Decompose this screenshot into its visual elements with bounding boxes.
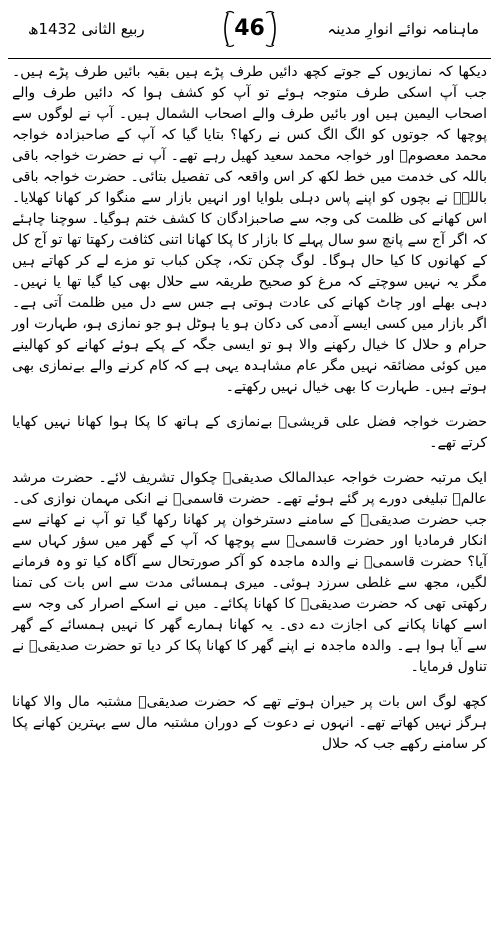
paragraph: حضرت خواجہ فضل علی قریشیؒ بےنمازی کے ہاتھ کا پکا ہوا کھانا نہیں کھایا کرتے تھے۔ (12, 414, 487, 451)
paragraph: کچھ لوگ اس بات پر حیران ہوتے تھے کہ حضرت صدیقیؒ مشتبہ مال والا کھانا ہرگز نہیں کھاتے تھے۔ انہوں نے دعوت کے دوران مشتبہ مال سے بہترین کھانے پکا کر سامنے رکھے جب کہ حلال (12, 694, 487, 752)
page-number-text: 46 (234, 16, 265, 41)
page-header (6, 6, 493, 58)
paragraph: ایک مرتبہ حضرت خواجہ عبدالمالک صدیقیؒ چکوال تشریف لائے۔ حضرت مرشد عالمؒ تبلیغی دورے پر گئے ہوئے تھے۔ حضرت قاسمیؒ نے انکی مہمان نوازی کی۔ جب حضرت صدیقیؒ کے سامنے دسترخوان پر کھانا رکھا گیا تو آپ نے کھانے سے انکار فرمادیا اور حضرت قاسمیؒ سے پوچھا کہ آپ کے گھر میں سؤر کہاں سے آیا؟ حضرت قاسمیؒ نے والدہ ماجدہ کو آکر صورتحال سے آگاہ کیا تو وہ فرمانے لگیں، مجھ سے غلطی سرزد ہوئی۔ میری ہمسائی مدت سے اس بات کی تمنا رکھتی تھی کہ حضرت صدیقیؒ کا کھانا پکائے۔ میں نے اسکے اصرار کی وجہ سے اسے کھانا پکانے کی اجازت دے دی۔ یہ کھانا ہمارے گھر کا نہیں ہمسائے کے گھر سے آیا ہوا ہے۔ والدہ ماجدہ نے اپنے گھر کا کھانا پکا کر دیا تو حضرت صدیقیؒ نے تناول فرمایا۔ (12, 470, 487, 675)
page-number-badge (220, 7, 280, 51)
magazine-title: ماہنامہ نوائے انوارِ مدینہ (327, 20, 479, 38)
issue-date: ربیع الثانی 1432ھ (28, 20, 145, 38)
paragraph: دیکھا کہ نمازیوں کے جوتے کچھ دائیں طرف پڑے ہیں بقیہ بائیں طرف پڑے ہیں۔ جب آپ اسکی طرف متوجہ ہوئے تو آپ کو کشف ہوا کہ دائیں طرف والے اصحاب الیمین ہیں اور بائیں طرف والے اصحاب الشمال ہیں۔ آپ نے لوگوں سے پوچھا کہ جوتوں کو الگ الگ کس نے رکھا؟ بتایا گیا کہ آپ کے صاحبزادہ خواجہ محمد معصومؒ اور خواجہ محمد سعید کھیل رہے تھے۔ آپ نے حضرت خواجہ باقی باللہ کی خدمت میں خط لکھ کر اس واقعہ کی تفصیل بتائی۔ حضرت خواجہ باقی باللہؒ نے بچوں کو اپنے پاس دہلی بلوایا اور انہیں بازار سے منگوا کر کھانا کھلایا۔ اس کھانے کی ظلمت کی وجہ سے صاحبزادگان کا کشف ختم ہوگیا۔ سوچنا چاہئے کہ اگر آج سے پانچ سو سال پہلے کا بازار کا پکا کھانا اتنی کثافت رکھتا تھا تو آج کل کے کھانوں کا کیا حال ہوگا۔ لوگ چکن تکہ، چکن کباب تو مزے لے کر کھاتے ہیں مگر یہ نہیں سوچتے کہ مرغ کو صحیح طریقہ سے حلال بھی کیا گیا تھا یا نہیں۔ دہی بھلے اور چاٹ کھانے کی عادت ہوتی ہے جس سے دل میں ظلمت آتی ہے۔ اگر بازار میں کسی ایسے آدمی کی دکان ہو یا ہوٹل ہو جو نمازی ہو، طہارت اور حرام و حلال کا خیال رکھنے والا ہو تو ایسی جگہ کے پکے ہوئے کھانے کو کھالینے میں کوئی مضائقہ نہیں مگر عام مشاہدہ یہی ہے کہ کام کرنے والے بےنمازی بھی ہوتے ہیں۔ طہارت کا بھی خیال نہیں رکھتے۔ (12, 64, 487, 395)
header-divider (8, 58, 491, 59)
article-body (12, 62, 487, 755)
